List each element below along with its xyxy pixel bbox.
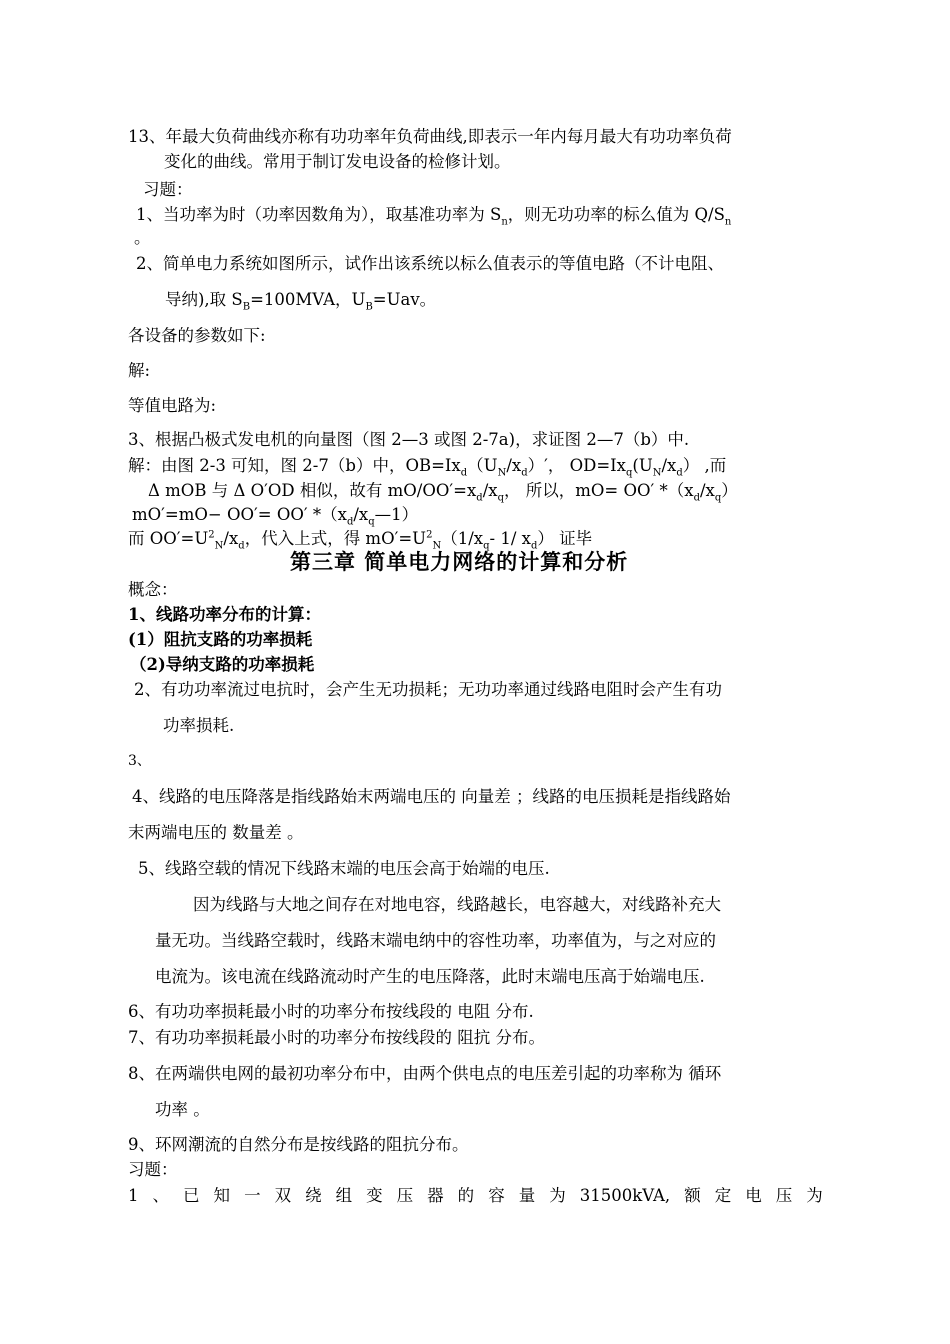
exercise-2-text-b: =100MVA，U bbox=[250, 290, 366, 309]
subscript-N-3: N bbox=[214, 540, 224, 552]
justified-char: 为 bbox=[806, 1186, 823, 1205]
subscript-B-2: B bbox=[365, 301, 373, 313]
justified-char: 组 bbox=[335, 1186, 353, 1205]
subscript-n-2: n bbox=[724, 216, 732, 228]
proof-text-g: ） ,而 bbox=[682, 456, 727, 475]
concept-5-para2: 量无功。当线路空载时，线路末端电纳中的容性功率，功率值为，与之对应的 bbox=[155, 931, 716, 950]
subscript-q-5: q bbox=[483, 540, 490, 552]
concept-5-para3: 电流为。该电流在线路流动时产生的电压降落，此时末端电压高于始端电压. bbox=[155, 967, 705, 986]
concept-8-line1: 8、在两端供电网的最初功率分布中，由两个供电点的电压差引起的功率称为 循环 bbox=[128, 1064, 722, 1083]
exercise-1: 1、当功率为时（功率因数角为），取基准功率为 $S_n$，则无功功率的标么值为 $Q/S_n$ bbox=[136, 205, 732, 228]
proof2-text-c: ， 所以，mO= OO′ *（x bbox=[503, 481, 694, 500]
exercise-heading: 习题： bbox=[143, 180, 193, 199]
proof4-text-d: （1/x bbox=[441, 529, 484, 548]
proof-text: 解：由图 2-3 可知，图 2-7（b）中，OB=Ix bbox=[128, 456, 461, 475]
exercise-1-end: 。 bbox=[134, 228, 151, 247]
proof3-text: mO′=mO− OO′= OO′ *（x bbox=[132, 505, 347, 524]
concept-3: 3、 bbox=[128, 753, 151, 769]
proof-text-b: （U bbox=[467, 456, 498, 475]
justified-char: 为 bbox=[549, 1186, 566, 1205]
proof2-text-d: /x bbox=[699, 481, 715, 500]
subscript-q-3: q bbox=[714, 492, 722, 504]
concept-7: 7、有功功率损耗最小时的功率分布按线段的 阻抗 分布。 bbox=[128, 1028, 545, 1047]
proof2-text-e: ） bbox=[721, 481, 738, 500]
concept-6: 6、有功功率损耗最小时的功率分布按线段的 电阻 分布. bbox=[128, 1002, 534, 1021]
exercise-2-line2 bbox=[165, 290, 437, 313]
proof4-text-f: ） 证毕 bbox=[537, 529, 593, 548]
justified-char: 双 bbox=[274, 1186, 292, 1205]
concept-2-line2: 功率损耗. bbox=[163, 716, 235, 735]
proof-text-f: /x bbox=[661, 456, 677, 475]
justified-char: 量 bbox=[518, 1186, 536, 1205]
subscript-d-8: d bbox=[530, 540, 538, 552]
concept-label: 概念： bbox=[128, 580, 178, 599]
item-13-line2: 变化的曲线。常用于制订发电设备的检修计划。 bbox=[164, 152, 511, 171]
subscript-N-2: N bbox=[652, 467, 662, 479]
proof-line4 bbox=[128, 529, 593, 552]
proof2-text-b: /x bbox=[482, 481, 498, 500]
subscript-q-4: q bbox=[368, 516, 375, 528]
proof-text-e: (U bbox=[632, 456, 653, 475]
justified-char: 一 bbox=[244, 1186, 261, 1205]
subscript-d: d bbox=[460, 467, 468, 479]
subscript-n: n bbox=[501, 216, 508, 228]
subscript-B: B bbox=[242, 301, 251, 313]
concept-4-line2: 末两端电压的 数量差 。 bbox=[128, 823, 304, 842]
justified-char: 器 bbox=[427, 1186, 444, 1205]
item-13-line1: 13、年最大负荷曲线亦称有功功率年负荷曲线,即表示一年内每月最大有功功率负荷 bbox=[128, 127, 732, 146]
exercise-2-text-c: =Uav。 bbox=[372, 290, 437, 309]
justified-char: 额 bbox=[684, 1186, 701, 1205]
concept-5-para1: 因为线路与大地之间存在对地电容，线路越长，电容越大，对线路补充大 bbox=[193, 895, 721, 914]
justified-char: 变 bbox=[366, 1186, 383, 1205]
justified-char: 的 bbox=[457, 1186, 475, 1205]
concept-4-line1: 4、线路的电压降落是指线路始末两端电压的 向量差 ；线路的电压损耗是指线路始 bbox=[132, 787, 731, 806]
exercise-1-text-b: ，则无功功率的标么值为 Q/S bbox=[507, 205, 725, 224]
subscript-d-5: d bbox=[693, 492, 700, 504]
justified-char: 绕 bbox=[305, 1186, 322, 1205]
solution-label: 解: bbox=[128, 361, 151, 380]
concept-2-line1: 2、有功功率流过电抗时，会产生无功损耗；无功功率通过线路电阻时会产生有功 bbox=[134, 680, 722, 699]
exercise-heading-2: 习题： bbox=[128, 1160, 178, 1179]
proof-line2 bbox=[148, 481, 738, 504]
proof3-text-b: /x bbox=[353, 505, 369, 524]
justified-char: 压 bbox=[775, 1186, 793, 1205]
subscript-d-7: d bbox=[238, 540, 245, 552]
proof3-text-c: —1） bbox=[374, 505, 419, 524]
exercise-2-line1: 2、简单电力系统如图所示，试作出该系统以标么值表示的等值电路（不计电阻、 bbox=[136, 254, 724, 273]
exercise-2-text: 导纳),取 S bbox=[165, 290, 243, 309]
justified-char: 1 bbox=[128, 1186, 139, 1205]
proof-text-c: /x bbox=[506, 456, 522, 475]
concept-1a: (1）阻抗支路的功率损耗 bbox=[128, 630, 313, 649]
equivalent-circuit-label: 等值电路为: bbox=[128, 396, 217, 415]
proof-text-d: ）′， OD=Ix bbox=[527, 456, 626, 475]
subscript-q-2: q bbox=[497, 492, 504, 504]
exercise-1-text: 1、当功率为时（功率因数角为），取基准功率为 bbox=[136, 205, 485, 224]
concept-1b: （2)导纳支路的功率损耗 bbox=[130, 655, 315, 674]
params-line: 各设备的参数如下: bbox=[128, 326, 266, 345]
subscript-d-2: d bbox=[521, 467, 528, 479]
concept-9: 9、环网潮流的自然分布是按线路的阻抗分布。 bbox=[128, 1135, 469, 1154]
justified-char: 压 bbox=[396, 1186, 414, 1205]
proof4-text-b: /x bbox=[223, 529, 239, 548]
justified-char: 31500kVA, bbox=[579, 1186, 671, 1205]
justified-char: 电 bbox=[745, 1186, 762, 1205]
subscript-d-6: d bbox=[346, 516, 354, 528]
concept-5: 5、线路空载的情况下线路末端的电压会高于始端的电压. bbox=[138, 859, 550, 878]
subscript-N: N bbox=[497, 467, 507, 479]
subscript-d-4: d bbox=[476, 492, 483, 504]
proof4-text: 而 OO′=U bbox=[128, 529, 209, 548]
superscript-2: 2 bbox=[208, 529, 215, 541]
subscript-N-4: N bbox=[432, 540, 442, 552]
justified-char: 已 bbox=[183, 1186, 200, 1205]
exercise-1-transformer bbox=[128, 1186, 823, 1206]
justified-char: 知 bbox=[213, 1186, 231, 1205]
justified-char: 容 bbox=[488, 1186, 505, 1205]
exercise-3: 3、根据凸极式发电机的向量图（图 2—3 或图 2-7a)，求证图 2—7（b）中. bbox=[128, 430, 690, 449]
justified-char: 定 bbox=[714, 1186, 732, 1205]
justified-char: 、 bbox=[152, 1186, 170, 1205]
proof4-text-c: ，代入上式，得 mO′=U bbox=[244, 529, 427, 548]
proof4-text-e: - 1/ x bbox=[489, 529, 531, 548]
concept-8-line2: 功率 。 bbox=[155, 1100, 210, 1119]
subscript-d-3: d bbox=[676, 467, 683, 479]
proof2-text: Δ mOB 与 Δ O′OD 相似，故有 mO/OO′=x bbox=[148, 481, 477, 500]
subscript-q: q bbox=[626, 467, 633, 479]
superscript-2-b: 2 bbox=[426, 529, 433, 541]
proof-line3 bbox=[132, 505, 419, 528]
concept-1: 1、线路功率分布的计算： bbox=[128, 605, 321, 624]
chapter-title: 第三章 简单电力网络的计算和分析 bbox=[290, 549, 629, 574]
proof-line1 bbox=[128, 456, 727, 479]
